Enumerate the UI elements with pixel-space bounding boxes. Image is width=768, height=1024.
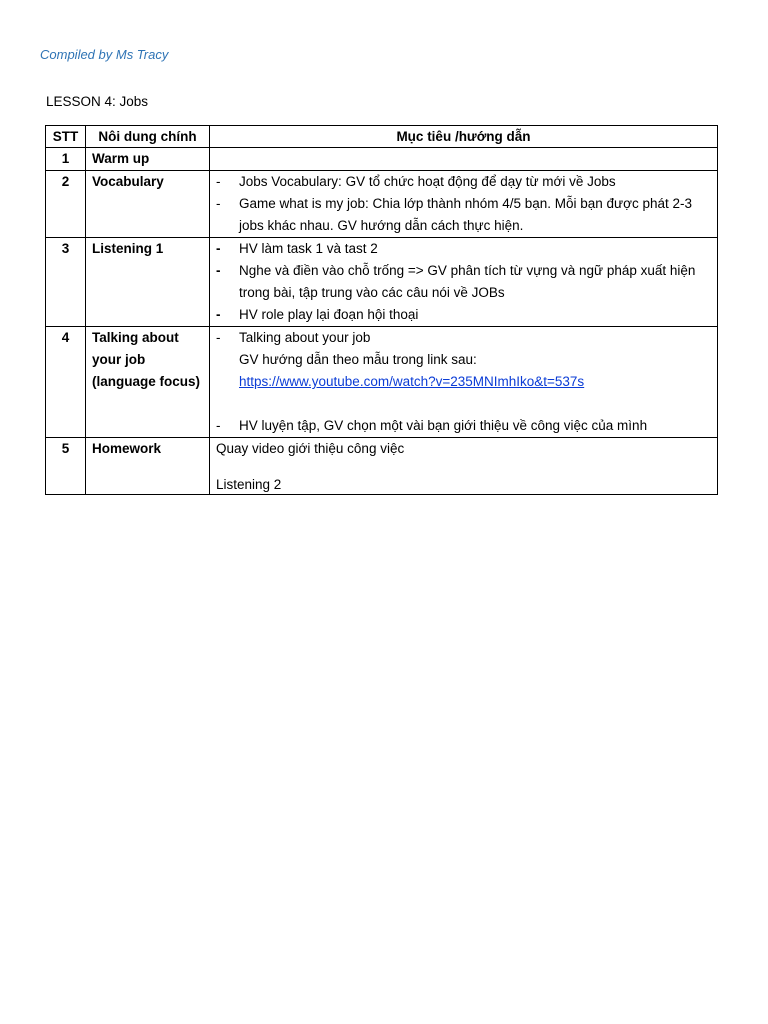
row-stt: 2 — [46, 171, 86, 238]
header-goal: Mục tiêu /hướng dẫn — [210, 126, 718, 148]
goal-item — [216, 327, 711, 349]
bullet-dash: - — [216, 418, 221, 433]
bullet-dash: - — [216, 263, 221, 278]
lesson-title: LESSON 4: Jobs — [46, 94, 149, 109]
goal-item — [216, 304, 711, 326]
row-goal — [210, 238, 718, 327]
goal-text: Listening 2 — [216, 477, 282, 492]
row-content: Homework — [86, 438, 210, 495]
goal-text: Nghe và điền vào chỗ trống => GV phân tích từ vựng và ngữ pháp xuất hiện trong bài, tập trung vào các câu nói về JOBs — [239, 263, 696, 300]
goal-text: Talking about your job — [239, 330, 371, 345]
goal-text: Game what is my job: Chia lớp thành nhóm 4/5 bạn. Mỗi bạn được phát 2-3 jobs khác nhau. GV hướng dẫn cách thực hiện. — [239, 196, 692, 233]
bullet-dash: - — [216, 330, 221, 345]
row-content: Talking about your job (language focus) — [86, 327, 210, 438]
table-row — [46, 327, 718, 438]
goal-text: Jobs Vocabulary: GV tổ chức hoạt động để dạy từ mới về Jobs — [239, 174, 616, 189]
goal-text: Quay video giới thiệu công việc — [216, 441, 405, 456]
header-content: Nôi dung chính — [86, 126, 210, 148]
table-header-row — [46, 126, 718, 148]
goal-item — [216, 260, 711, 304]
bullet-dash: - — [216, 174, 221, 189]
goal-text: HV role play lại đoạn hội thoại — [239, 307, 419, 322]
goal-item — [216, 415, 711, 437]
row-content: Vocabulary — [86, 171, 210, 238]
row-content: Listening 1 — [86, 238, 210, 327]
goal-item — [216, 238, 711, 260]
row-goal — [210, 171, 718, 238]
lesson-plan-table — [45, 125, 718, 495]
compiled-by-header: Compiled by Ms Tracy — [40, 47, 169, 62]
row-stt: 5 — [46, 438, 86, 495]
blank-line — [216, 393, 711, 415]
goal-text: HV làm task 1 và tast 2 — [239, 241, 378, 256]
table-row — [46, 238, 718, 327]
blank-line — [216, 458, 711, 476]
row-stt: 3 — [46, 238, 86, 327]
bullet-dash: - — [216, 307, 221, 322]
goal-instruction: GV hướng dẫn theo mẫu trong link sau: — [239, 352, 477, 367]
youtube-link[interactable]: https://www.youtube.com/watch?v=235MNImhIko&t=537s — [239, 374, 585, 389]
row-goal — [210, 438, 718, 495]
table-row — [46, 438, 718, 495]
table-row — [46, 148, 718, 171]
row-goal — [210, 327, 718, 438]
bullet-dash: - — [216, 196, 221, 211]
goal-item — [216, 193, 711, 237]
goal-link-wrap — [216, 371, 711, 393]
bullet-dash: - — [216, 241, 221, 256]
goal-text: HV luyện tập, GV chọn một vài bạn giới thiệu về công việc của mình — [239, 418, 648, 433]
row-stt: 1 — [46, 148, 86, 171]
table-row — [46, 171, 718, 238]
header-stt: STT — [46, 126, 86, 148]
goal-item — [216, 171, 711, 193]
row-content: Warm up — [86, 148, 210, 171]
row-stt: 4 — [46, 327, 86, 438]
row-goal — [210, 148, 718, 171]
